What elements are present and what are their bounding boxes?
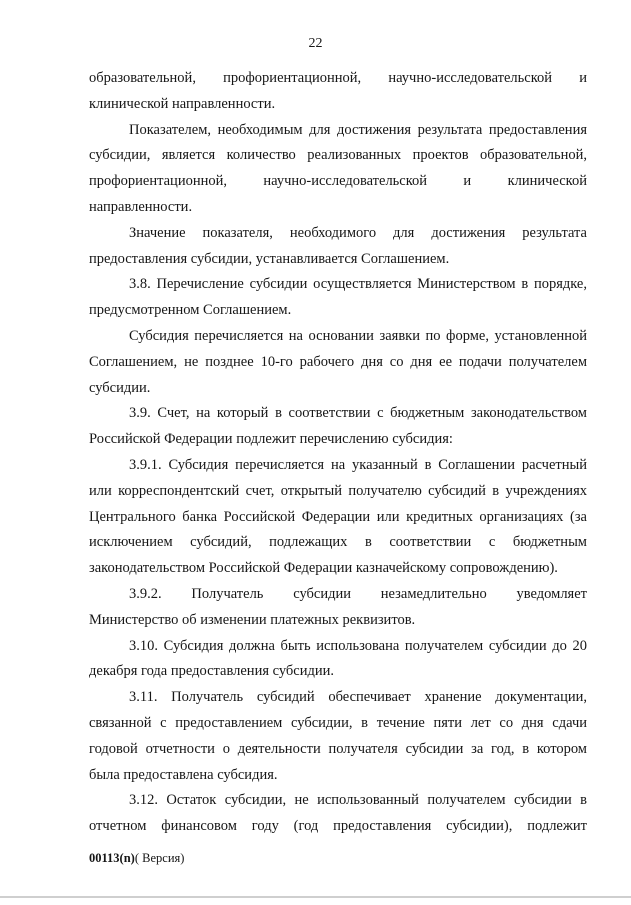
paragraph-line: образовательной, профориентационной, научно-исследовательской и <box>89 70 587 86</box>
paragraph-line: или корреспондентский счет, открытый получателю субсидий в учреждениях <box>89 482 587 499</box>
paragraph-line: Министерство об изменении платежных реквизитов. <box>89 611 416 628</box>
scan-artifact-line <box>0 896 631 898</box>
paragraph-line: клинической направленности. <box>89 95 276 112</box>
footer-version-label: ( Версия) <box>134 851 185 865</box>
paragraph-line: связанной с предоставлением субсидии, в течение пяти лет со дня сдачи <box>89 714 587 731</box>
paragraph-line: декабря года предоставления субсидии. <box>89 663 335 680</box>
paragraph-line: Российской Федерации подлежит перечислению субсидия: <box>89 431 453 448</box>
paragraph-line: отчетном финансовом году (год предоставления субсидии), подлежит <box>89 818 587 835</box>
paragraph-line: предоставления субсидии, устанавливается Соглашением. <box>89 250 450 267</box>
paragraph-line: 3.9.2. Получатель субсидии незамедлительно уведомляет <box>129 585 587 602</box>
footer-document-code: 00113(n) <box>89 851 135 865</box>
paragraph-line: 3.9. Счет, на который в соответствии с бюджетным законодательством <box>129 405 587 422</box>
paragraph-line: профориентационной, научно-исследовательской и клинической <box>89 173 587 190</box>
paragraph-line: Показателем, необходимым для достижения результата предоставления <box>129 121 587 138</box>
paragraph-line: исключением субсидий, подлежащих в соответствии с бюджетным <box>89 534 587 551</box>
paragraph-line: направленности. <box>89 198 193 215</box>
paragraph-line: Значение показателя, необходимого для достижения результата <box>129 224 587 241</box>
paragraph-line: 3.12. Остаток субсидии, не использованный получателем субсидии в <box>129 792 587 809</box>
paragraph-line: была предоставлена субсидия. <box>89 766 278 783</box>
document-body <box>89 66 587 840</box>
paragraph-line: субсидии, является количество реализованных проектов образовательной, <box>89 147 587 164</box>
paragraph-line: Субсидия перечисляется на основании заявки по форме, установленной <box>129 327 587 344</box>
paragraph-line: 3.9.1. Субсидия перечисляется на указанный в Соглашении расчетный <box>129 456 587 473</box>
paragraph-line: 3.11. Получатель субсидий обеспечивает хранение документации, <box>129 689 587 706</box>
paragraph-line: 3.8. Перечисление субсидии осуществляется Министерством в порядке, <box>129 276 587 293</box>
document-footer <box>89 851 184 866</box>
paragraph-line: Соглашением, не позднее 10-го рабочего дня со дня ее подачи получателем <box>89 353 587 370</box>
paragraph-line: 3.10. Субсидия должна быть использована получателем субсидии до 20 <box>129 637 587 654</box>
paragraph-line: Центрального банка Российской Федерации или кредитных организациях (за <box>89 508 587 525</box>
paragraph-line: субсидии. <box>89 379 151 396</box>
page-number: 22 <box>308 36 323 51</box>
paragraph-line: законодательством Российской Федерации казначейскому сопровождению). <box>89 560 558 577</box>
paragraph-line: предусмотренном Соглашением. <box>89 302 292 319</box>
paragraph-line: годовой отчетности о деятельности получателя субсидии за год, в котором <box>89 740 587 757</box>
